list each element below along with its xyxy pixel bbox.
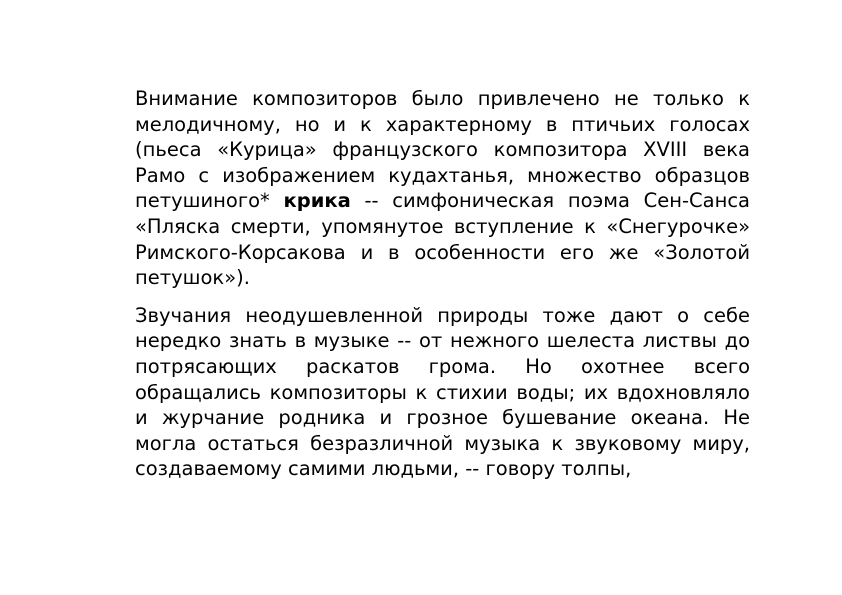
paragraph-nature [135,303,750,482]
paragraph-birds-text-start: Внимание композиторов было привлечено не только к мелодичному, но и к характерному в птичьих голосах (пьеса «Курица» французского композитора XVIII века Рамо с изображением кудахтанья, множество образцов петушиного* [135,87,750,213]
paragraph-nature-text: Звучания неодушевленной природы тоже дают о себе нередко знать в музыке -- от нежного шелеста листвы до потрясающих раскатов грома. Но охотнее всего обращались композиторы к стихии воды; их вдохновляло и журчание родника и грозное бушевание океана. Не могла остаться безразличной музыка к звуковому миру, создаваемому самими людьми, -- говору толпы, [135,303,750,481]
paragraph-birds-text-end: -- симфоническая поэма Сен-Санса «Пляска смерти, упомянутое вступление к «Снегурочке» Римского-Корсакова и в особенности его же «Золотой петушок»). [135,189,750,290]
bold-word-krika: крика [283,189,351,213]
paragraph-birds [135,86,750,291]
text-block [135,86,750,482]
